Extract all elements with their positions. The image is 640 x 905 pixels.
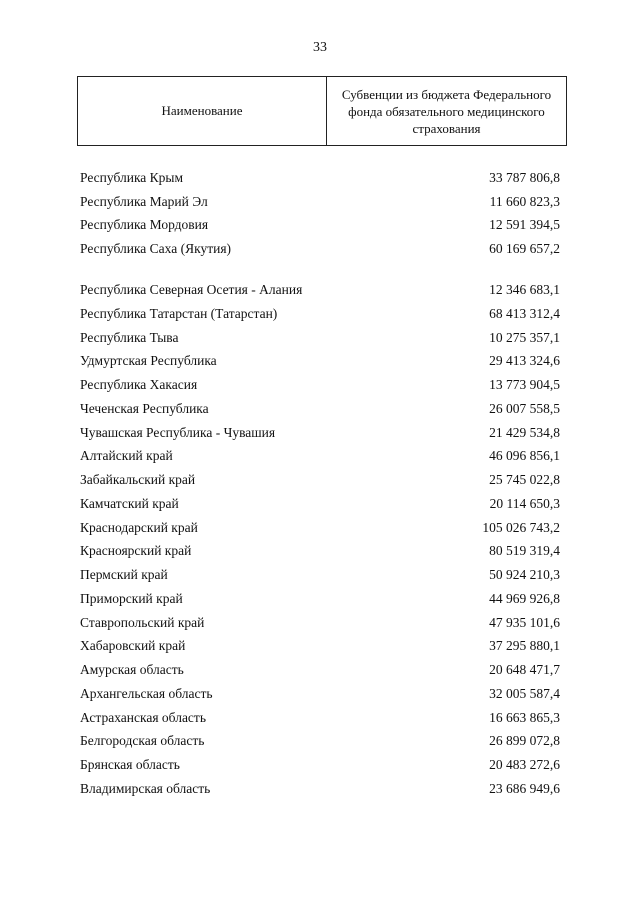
subvention-value: 20 648 471,7 xyxy=(489,662,560,677)
table-row xyxy=(80,489,560,513)
region-name: Приморский край xyxy=(80,590,183,606)
table-row xyxy=(80,299,560,323)
subvention-value: 37 295 880,1 xyxy=(489,638,560,654)
subvention-value: 16 663 865,3 xyxy=(489,709,560,725)
table-header xyxy=(77,76,567,146)
subvention-value: 10 275 357,1 xyxy=(489,329,560,345)
region-name: Красноярский край xyxy=(80,543,192,559)
table-row xyxy=(80,679,560,703)
table-row xyxy=(80,560,560,584)
subvention-value: 32 005 587,4 xyxy=(489,685,560,701)
table-row xyxy=(80,537,560,561)
subvention-value: 12 591 394,5 xyxy=(489,217,560,233)
subvention-value: 46 096 856,1 xyxy=(489,448,560,464)
table-row xyxy=(80,608,560,632)
region-name: Республика Мордовия xyxy=(80,217,209,233)
table-row xyxy=(80,234,560,258)
table-row xyxy=(80,465,560,489)
subvention-value: 105 026 743,2 xyxy=(482,519,560,535)
header-subvention-column: Субвенции из бюджета Федерального фонда обязательного медицинского страхования xyxy=(327,77,567,145)
region-name: Удмуртская Республика xyxy=(80,353,217,369)
subvention-value: 25 745 022,8 xyxy=(489,472,560,487)
table-row xyxy=(80,418,560,442)
table-row xyxy=(80,347,560,371)
region-name: Республика Крым xyxy=(80,169,184,185)
region-name: Белгородская область xyxy=(80,733,205,749)
table-row xyxy=(80,774,560,798)
region-name: Чеченская Республика xyxy=(80,400,209,416)
header-name-column: Наименование xyxy=(77,77,327,145)
subvention-value: 21 429 534,8 xyxy=(489,424,560,440)
subvention-value: 11 660 823,3 xyxy=(489,193,560,209)
subvention-value: 29 413 324,6 xyxy=(489,353,560,369)
table-row xyxy=(80,323,560,347)
region-name: Хабаровский край xyxy=(80,638,186,654)
region-name: Республика Татарстан (Татарстан) xyxy=(80,305,278,321)
table-row xyxy=(80,370,560,394)
region-name: Алтайский край xyxy=(80,448,173,464)
region-name: Республика Хакасия xyxy=(80,377,198,392)
subvention-value: 60 169 657,2 xyxy=(489,241,560,256)
table-row xyxy=(80,750,560,774)
table-row xyxy=(80,394,560,418)
region-name: Республика Тыва xyxy=(80,329,179,345)
subvention-value: 33 787 806,8 xyxy=(489,169,560,185)
table-row xyxy=(80,632,560,656)
subvention-value: 47 935 101,6 xyxy=(489,614,560,630)
region-name: Владимирская область xyxy=(80,780,211,796)
table-row xyxy=(80,703,560,727)
subvention-value: 13 773 904,5 xyxy=(489,377,560,392)
subvention-value: 20 483 272,6 xyxy=(489,757,560,772)
region-name: Республика Марий Эл xyxy=(80,193,208,209)
table-row xyxy=(80,442,560,466)
region-name: Забайкальский край xyxy=(80,472,196,487)
subvention-value: 26 007 558,5 xyxy=(489,400,560,416)
subvention-value: 23 686 949,6 xyxy=(489,780,560,796)
region-name: Краснодарский край xyxy=(80,519,198,535)
table-row xyxy=(80,187,560,211)
table-row xyxy=(80,727,560,751)
table-row xyxy=(80,655,560,679)
region-name: Брянская область xyxy=(80,757,180,772)
subvention-value: 80 519 319,4 xyxy=(489,543,560,559)
subvention-value: 44 969 926,8 xyxy=(489,590,560,606)
table-row xyxy=(80,163,560,187)
region-name: Ставропольский край xyxy=(80,614,205,630)
subvention-value: 20 114 650,3 xyxy=(489,495,560,511)
region-name: Пермский край xyxy=(80,567,168,582)
region-name: Камчатский край xyxy=(80,495,179,511)
table-row xyxy=(80,211,560,235)
subvention-value: 12 346 683,1 xyxy=(489,282,560,297)
table-body xyxy=(80,163,560,798)
subvention-value: 26 899 072,8 xyxy=(489,733,560,749)
region-name: Республика Северная Осетия - Алания xyxy=(80,282,303,297)
region-name: Республика Саха (Якутия) xyxy=(80,241,232,256)
subvention-value: 50 924 210,3 xyxy=(489,567,560,582)
region-name: Астраханская область xyxy=(80,709,206,725)
page-number: 33 xyxy=(313,40,327,55)
table-row xyxy=(80,584,560,608)
table-row xyxy=(80,258,560,299)
region-name: Архангельская область xyxy=(80,685,213,701)
region-name: Чувашская Республика - Чувашия xyxy=(80,424,276,440)
region-name: Амурская область xyxy=(80,662,184,677)
table-row xyxy=(80,513,560,537)
subvention-value: 68 413 312,4 xyxy=(489,305,560,321)
